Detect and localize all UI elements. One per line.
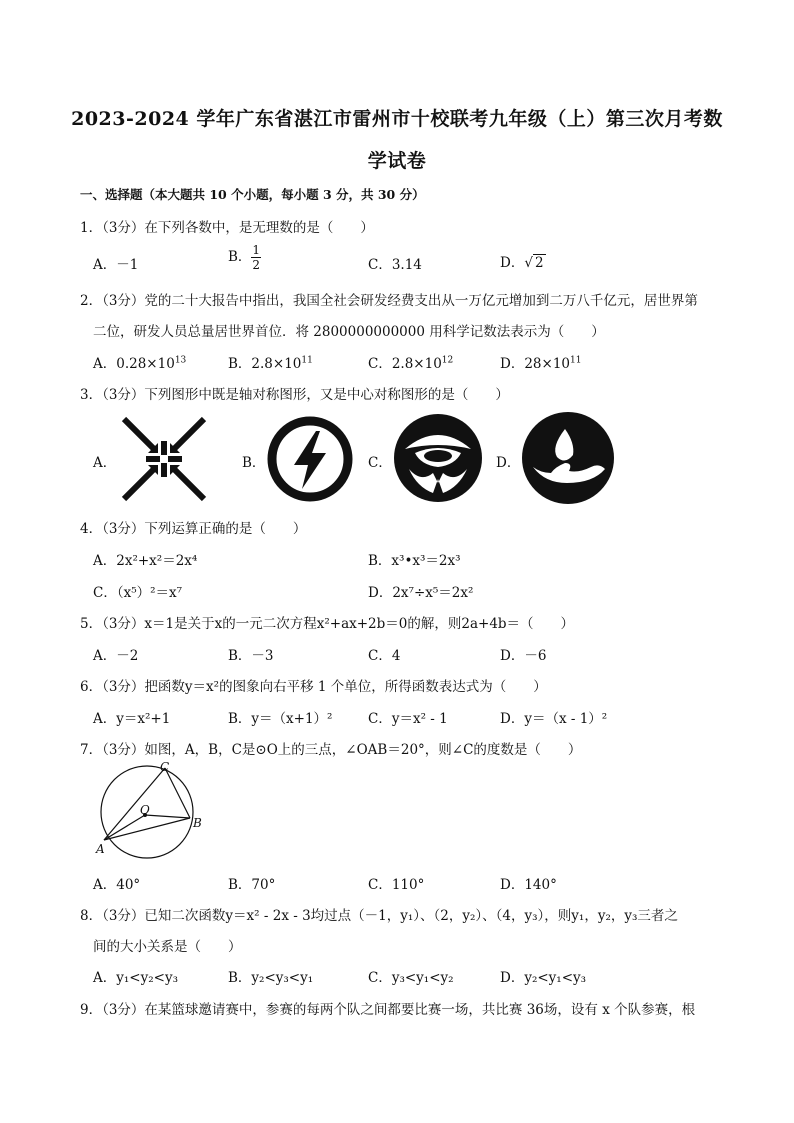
question-3-stem: 3．（3分）下列图形中既是轴对称图形，又是中心对称图形的是（ ） <box>80 387 509 403</box>
q5-option-d: D．－6 <box>500 648 547 664</box>
q4-option-b: B．x³•x³＝2x³ <box>368 553 461 569</box>
question-8-line-2: 间的大小关系是（ ） <box>93 939 242 955</box>
q6-option-b: B．y＝（x+1）² <box>228 711 333 727</box>
segment-ob <box>145 815 190 818</box>
section-heading: 一、选择题（本大题共 10 个小题，每小题 3 分，共 30 分） <box>80 187 425 202</box>
question-2-line-1: 2．（3分）党的二十大报告中指出，我国全社会研发经费支出从一万亿元增加到二万八千亿元，居世界第 <box>80 293 698 309</box>
q7-option-b: B．70° <box>228 877 276 893</box>
point-o-label: O <box>140 803 150 817</box>
q2-c-exp: 12 <box>441 355 454 366</box>
segment-ao <box>104 815 145 840</box>
q3-figure-d-drop-icon <box>521 411 615 505</box>
q3-option-c-label: C． <box>368 455 392 471</box>
q3-option-a-label: A． <box>93 455 117 471</box>
question-5-stem: 5．（3分）x＝1是关于x的一元二次方程x²+ax+2b＝0的解，则2a+4b＝（ ） <box>80 616 575 632</box>
q2-d-exp: 11 <box>570 355 582 366</box>
point-c-label: C <box>160 760 170 774</box>
segment-ac <box>104 768 165 840</box>
question-6-stem: 6．（3分）把函数y＝x²的图象向右平移 1 个单位，所得函数表达式为（ ） <box>80 679 547 695</box>
q1-option-c: C．3.14 <box>368 257 422 273</box>
point-a-label: A <box>96 842 105 856</box>
question-4-stem: 4．（3分）下列运算正确的是（ ） <box>80 521 307 537</box>
q5-option-a: A．－2 <box>93 648 139 664</box>
q8-option-b: B．y₂<y₃<y₁ <box>228 970 314 986</box>
q1-option-b-label: B． <box>228 249 252 265</box>
q2-option-b <box>228 352 313 372</box>
title-line-1: 2023-2024 学年广东省湛江市雷州市十校联考九年级（上）第三次月考数 <box>71 108 723 130</box>
q1-option-d <box>500 251 546 271</box>
q3-option-d-label: D． <box>496 455 521 471</box>
q4-option-a: A．2x²+x²＝2x⁴ <box>93 553 198 569</box>
question-7-stem: 7．（3分）如图，A，B，C是⊙O上的三点，∠OAB＝20°，则∠C的度数是（ ） <box>80 742 582 758</box>
segment-cb <box>165 768 190 818</box>
question-8-line-1: 8．（3分）已知二次函数y＝x² - 2x - 3均过点（－1，y₁）、（2，y₂）、（4，y₃），则y₁，y₂，y₃三者之 <box>80 908 678 924</box>
q6-option-a: A．y＝x²+1 <box>93 711 171 727</box>
q2-b-base: B．2.8×10 <box>228 356 302 372</box>
q1-option-b <box>228 244 261 271</box>
q1-option-a: A．－1 <box>93 257 139 273</box>
q8-option-d: D．y₂<y₁<y₃ <box>500 970 587 986</box>
q2-option-c <box>368 352 453 372</box>
q1-option-d-label: D． <box>500 255 525 271</box>
q6-option-d: D．y＝（x - 1）² <box>500 711 608 727</box>
q1-fraction-denominator: 2 <box>252 258 261 272</box>
q2-c-base: C．2.8×10 <box>368 356 442 372</box>
q1-fraction-numerator: 1 <box>252 243 261 257</box>
q5-option-b: B．－3 <box>228 648 274 664</box>
q7-circle-diagram <box>92 760 210 860</box>
question-9-line-1: 9．（3分）在某篮球邀请赛中，参赛的每两个队之间都要比赛一场，共比赛 36场，设有 x 个队参赛，根 <box>80 1002 696 1018</box>
q3-option-b-label: B． <box>242 455 266 471</box>
q2-option-d <box>500 352 581 372</box>
q2-d-base: D．28×10 <box>500 356 570 372</box>
q8-option-a: A．y₁<y₂<y₃ <box>93 970 178 986</box>
q1-fraction <box>251 244 261 271</box>
q7-option-a: A．40° <box>93 877 141 893</box>
q1-radicand: 2 <box>534 255 544 271</box>
q2-b-exp: 11 <box>301 355 313 366</box>
q7-option-d: D．140° <box>500 877 557 893</box>
q6-option-c: C．y＝x² - 1 <box>368 711 448 727</box>
q3-figure-a-arrows-icon <box>118 413 210 505</box>
title-line-2: 学试卷 <box>367 150 427 172</box>
q5-option-c: C．4 <box>368 648 401 664</box>
segment-ab <box>104 818 190 840</box>
q8-option-c: C．y₃<y₁<y₂ <box>368 970 454 986</box>
q4-option-d: D．2x⁷÷x⁵＝2x² <box>368 585 474 601</box>
q3-figure-b-lightning-icon <box>266 415 354 503</box>
point-b-label: B <box>193 816 202 830</box>
q7-option-c: C．110° <box>368 877 425 893</box>
q4-option-c: C．（x⁵）²＝x⁷ <box>93 585 183 601</box>
q2-option-a <box>93 352 186 372</box>
question-1-stem: 1．（3分）在下列各数中，是无理数的是（ ） <box>80 220 374 236</box>
q3-figure-c-emblem-icon <box>393 413 483 503</box>
question-2-line-2: 二位，研发人员总量居世界首位．将 2800000000000 用科学记数法表示为（ ） <box>93 324 605 340</box>
sqrt-symbol: √ 2 <box>524 255 544 271</box>
q2-a-base: A．0.28×10 <box>93 356 175 372</box>
q2-a-exp: 13 <box>174 355 187 366</box>
